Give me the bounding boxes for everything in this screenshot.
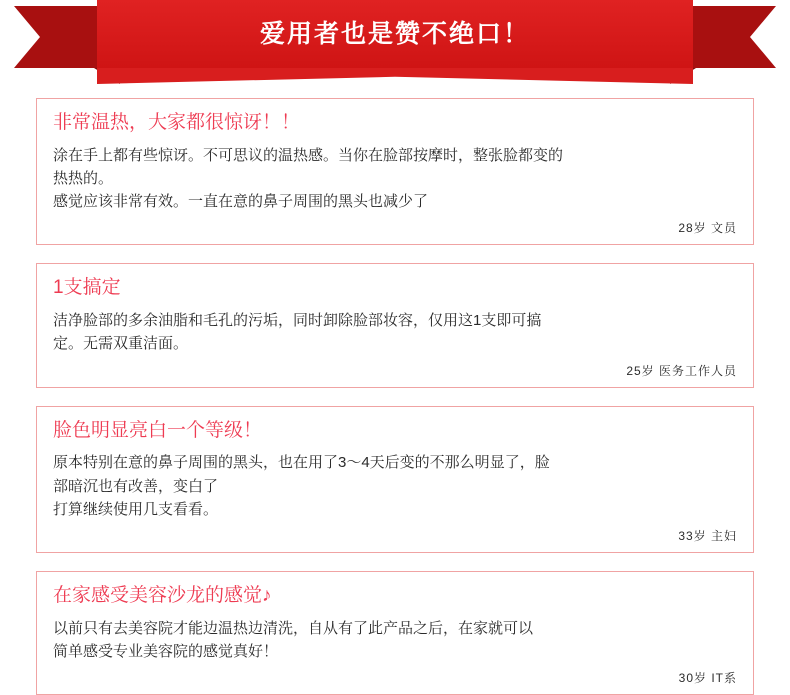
review-body-line: 原本特别在意的鼻子周围的黑头，也在用了3～4天后变的不那么明显了，脸 [53, 454, 550, 472]
review-body [53, 144, 737, 214]
ribbon-notch [97, 68, 693, 84]
review-body-line: 以前只有去美容院才能边温热边清洗，自从有了此产品之后，在家就可以 [53, 619, 534, 637]
review-body-line: 热热的。 [53, 169, 114, 187]
review-card [36, 571, 754, 695]
review-list [0, 84, 790, 695]
review-title: 在家感受美容沙龙的感觉♪ [53, 585, 272, 607]
review-card [36, 98, 754, 245]
banner [0, 0, 790, 84]
review-attribution: 33岁 主妇 [678, 529, 737, 544]
review-attribution: 30岁 IT系 [678, 671, 737, 686]
review-body-line: 定。无需双重洁面。 [53, 335, 189, 353]
review-body-line: 涂在手上都有些惊讶。不可思议的温热感。当你在脸部按摩时，整张脸都变的 [53, 146, 564, 164]
review-title: 非常温热，大家都很惊讶！！ [53, 112, 301, 133]
review-body [53, 451, 737, 521]
review-card [36, 263, 754, 387]
review-body [53, 617, 737, 664]
review-attribution: 25岁 医务工作人员 [626, 363, 737, 378]
review-attribution: 28岁 文员 [678, 221, 737, 236]
review-body-line: 简单感受专业美容院的感觉真好！ [53, 643, 279, 660]
review-body-line: 感觉应该非常有效。一直在意的鼻子周围的黑头也减少了 [53, 193, 429, 211]
review-title: 脸色明显亮白一个等级！ [53, 419, 263, 441]
review-body-line: 打算继续使用几支看看。 [53, 500, 219, 518]
banner-title: 爱用者也是赞不绝口！ [259, 20, 530, 48]
review-body-line: 洁净脸部的多余油脂和毛孔的污垢，同时卸除脸部妆容，仅用这1支即可搞 [53, 312, 542, 330]
review-card [36, 406, 754, 553]
review-title: 1支搞定 [53, 277, 121, 299]
review-body-line: 部暗沉也有改善，变白了 [53, 477, 219, 495]
ribbon-main [97, 0, 693, 68]
review-body [53, 309, 737, 356]
